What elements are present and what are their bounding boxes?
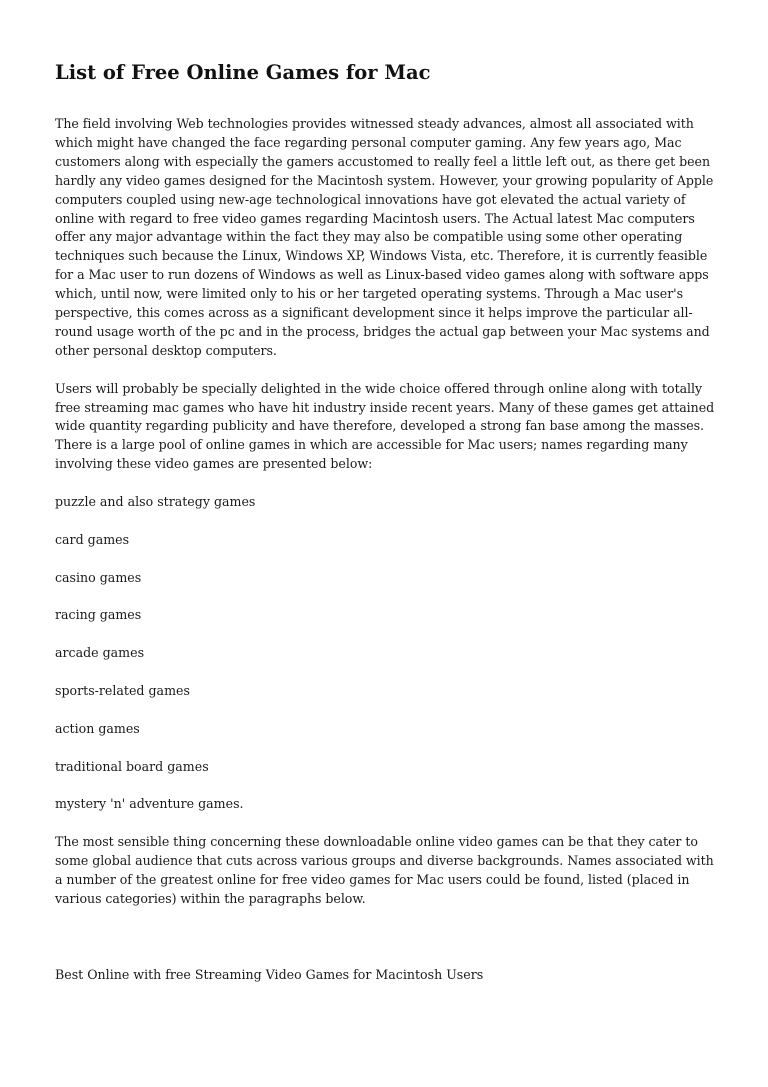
intro-paragraph: The field involving Web technologies provides witnessed steady advances, almost all associated with which might have changed the face regarding personal computer gaming. Any few years ago, Mac customers along with especially the gamers accustomed to really feel a little left out, as there get been hardly any video games designed for the Macintosh system. However, your growing popularity of Apple computers coupled using new-age technological innovations have got elevated the actual variety of online with regard to free video games regarding Macintosh users. The Actual latest Mac computers offer any major advantage within the fact they may also be compatible using some other operating techniques such because the Linux, Windows XP, Windows Vista, etc. Therefore, it is currently feasible for a Mac user to run dozens of Windows as well as Linux-based video games along with software apps which, until now, were limited only to his or her targeted operating systems. Through a Mac user's perspective, this comes across as a significant development since it helps improve the particular all-round usage worth of the pc and in the process, bridges the actual gap between your Mac systems and other personal desktop computers.	[55, 116, 714, 358]
game-category-list	[55, 493, 715, 814]
list-item: traditional board games	[55, 758, 209, 774]
list-item: action games	[55, 720, 140, 736]
section-spacer	[55, 928, 715, 966]
section-subheading: Best Online with free Streaming Video Games for Macintosh Users	[55, 966, 484, 982]
document-title: List of Free Online Games for Mac	[55, 61, 431, 84]
list-item: puzzle and also strategy games	[55, 494, 256, 510]
games-intro-paragraph: Users will probably be specially delighted in the wide choice offered through online along with totally free streaming mac games who have hit industry inside recent years. Many of these games get attained wide quantity regarding publicity and have therefore, developed a strong fan base among the masses. There is a large pool of online games in which are accessible for Mac users; names regarding many involving these video games are presented below:	[55, 380, 715, 472]
closing-paragraph: The most sensible thing concerning these downloadable online video games can be that they cater to some global audience that cuts across various groups and diverse backgrounds. Names associated with a number of the greatest online for free video games for Mac users could be found, listed (placed in various categories) within the paragraphs below.	[55, 834, 714, 906]
list-item: arcade games	[55, 645, 145, 661]
list-item: sports-related games	[55, 683, 190, 699]
list-item: casino games	[55, 569, 142, 585]
list-item: mystery 'n' adventure games.	[55, 796, 244, 812]
list-item: racing games	[55, 607, 142, 623]
document-page	[55, 58, 715, 984]
list-item: card games	[55, 531, 130, 547]
